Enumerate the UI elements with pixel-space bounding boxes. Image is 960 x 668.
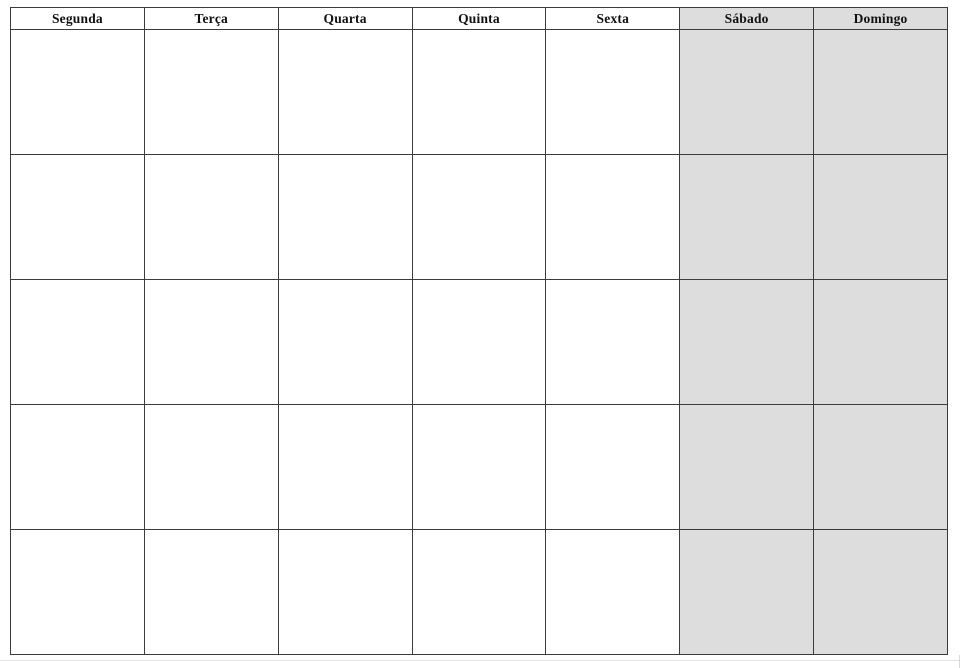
- calendar-cell-r3-segunda[interactable]: [11, 280, 145, 405]
- calendar-cell-r2-sexta[interactable]: [546, 155, 680, 280]
- cell-content: [11, 405, 144, 529]
- cell-content: [11, 280, 144, 404]
- cell-content: [279, 530, 412, 654]
- cell-content: [145, 30, 278, 154]
- calendar-table: [10, 7, 948, 655]
- calendar-cell-r5-sexta[interactable]: [546, 530, 680, 655]
- cell-content: [11, 530, 144, 654]
- calendar-cell-r1-quinta[interactable]: [412, 30, 546, 155]
- cell-content: [546, 530, 679, 654]
- calendar-cell-r3-sabado[interactable]: [680, 280, 814, 405]
- calendar-body: [11, 30, 948, 655]
- column-header-terca: Terça: [144, 8, 278, 30]
- cell-content: [413, 155, 546, 279]
- table-row: [11, 30, 948, 155]
- table-row: [11, 280, 948, 405]
- calendar-cell-r5-terca[interactable]: [144, 530, 278, 655]
- calendar-cell-r3-terca[interactable]: [144, 280, 278, 405]
- cell-content: [413, 405, 546, 529]
- cell-content: [279, 30, 412, 154]
- calendar-cell-r5-quarta[interactable]: [278, 530, 412, 655]
- calendar-cell-r3-sexta[interactable]: [546, 280, 680, 405]
- calendar-cell-r3-quarta[interactable]: [278, 280, 412, 405]
- cell-content: [145, 155, 278, 279]
- column-header-domingo: Domingo: [814, 8, 948, 30]
- cell-content: [814, 30, 947, 154]
- column-header-quarta: Quarta: [278, 8, 412, 30]
- column-header-quinta: Quinta: [412, 8, 546, 30]
- calendar-cell-r5-sabado[interactable]: [680, 530, 814, 655]
- cell-content: [11, 30, 144, 154]
- cell-content: [546, 405, 679, 529]
- cell-content: [814, 280, 947, 404]
- calendar-cell-r4-domingo[interactable]: [814, 405, 948, 530]
- calendar-cell-r1-sexta[interactable]: [546, 30, 680, 155]
- calendar-cell-r2-quinta[interactable]: [412, 155, 546, 280]
- calendar-cell-r4-sexta[interactable]: [546, 405, 680, 530]
- calendar-cell-r5-quinta[interactable]: [412, 530, 546, 655]
- calendar-cell-r4-sabado[interactable]: [680, 405, 814, 530]
- calendar-cell-r5-domingo[interactable]: [814, 530, 948, 655]
- calendar-cell-r4-segunda[interactable]: [11, 405, 145, 530]
- calendar-cell-r3-domingo[interactable]: [814, 280, 948, 405]
- calendar-cell-r2-terca[interactable]: [144, 155, 278, 280]
- cell-content: [413, 530, 546, 654]
- cell-content: [546, 155, 679, 279]
- calendar-cell-r1-domingo[interactable]: [814, 30, 948, 155]
- calendar-cell-r3-quinta[interactable]: [412, 280, 546, 405]
- cell-content: [145, 405, 278, 529]
- calendar-cell-r5-segunda[interactable]: [11, 530, 145, 655]
- calendar-cell-r2-sabado[interactable]: [680, 155, 814, 280]
- cell-content: [680, 530, 813, 654]
- cell-content: [145, 530, 278, 654]
- cell-content: [413, 30, 546, 154]
- calendar-cell-r1-terca[interactable]: [144, 30, 278, 155]
- page-bottom-divider: [0, 660, 960, 661]
- cell-content: [145, 280, 278, 404]
- calendar-cell-r2-domingo[interactable]: [814, 155, 948, 280]
- calendar-cell-r1-quarta[interactable]: [278, 30, 412, 155]
- column-header-sexta: Sexta: [546, 8, 680, 30]
- column-header-sabado: Sábado: [680, 8, 814, 30]
- calendar-cell-r1-segunda[interactable]: [11, 30, 145, 155]
- cell-content: [546, 30, 679, 154]
- calendar-header-row: [11, 8, 948, 30]
- calendar-cell-r4-quinta[interactable]: [412, 405, 546, 530]
- cell-content: [814, 530, 947, 654]
- cell-content: [814, 405, 947, 529]
- cell-content: [413, 280, 546, 404]
- cell-content: [814, 155, 947, 279]
- calendar-header-row-group: [11, 8, 948, 30]
- calendar-cell-r2-quarta[interactable]: [278, 155, 412, 280]
- cell-content: [680, 280, 813, 404]
- cell-content: [11, 155, 144, 279]
- table-row: [11, 405, 948, 530]
- cell-content: [279, 405, 412, 529]
- table-row: [11, 155, 948, 280]
- calendar-container: [10, 7, 948, 655]
- cell-content: [680, 30, 813, 154]
- cell-content: [680, 155, 813, 279]
- calendar-cell-r4-quarta[interactable]: [278, 405, 412, 530]
- cell-content: [279, 280, 412, 404]
- column-header-segunda: Segunda: [11, 8, 145, 30]
- cell-content: [546, 280, 679, 404]
- calendar-cell-r2-segunda[interactable]: [11, 155, 145, 280]
- table-row: [11, 530, 948, 655]
- cell-content: [279, 155, 412, 279]
- calendar-cell-r4-terca[interactable]: [144, 405, 278, 530]
- cell-content: [680, 405, 813, 529]
- calendar-cell-r1-sabado[interactable]: [680, 30, 814, 155]
